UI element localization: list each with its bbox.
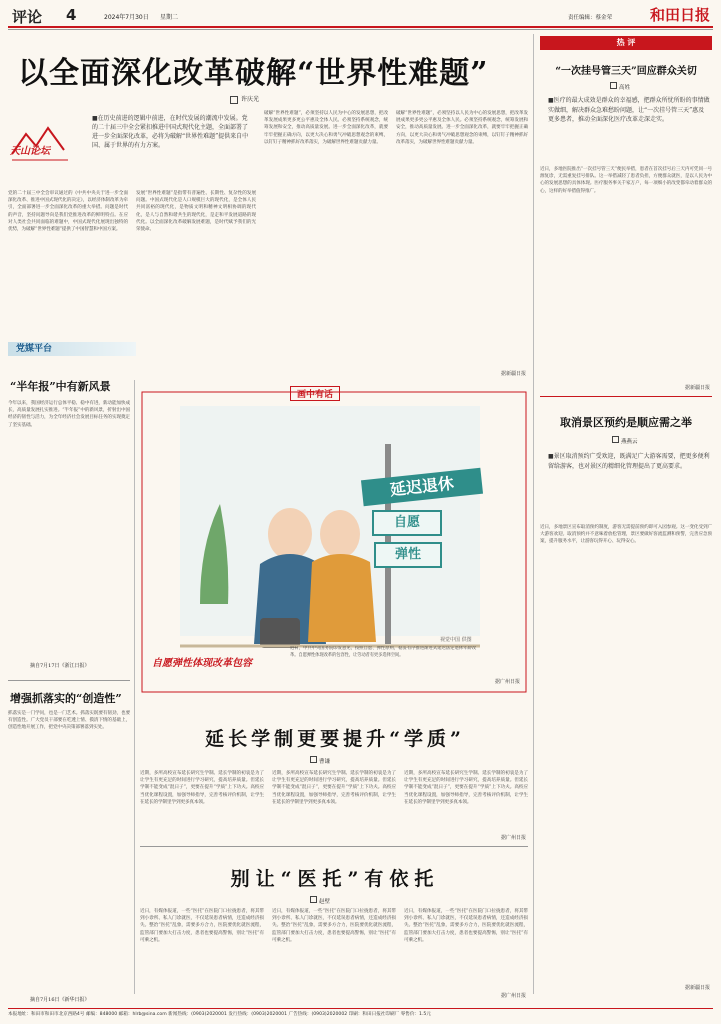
medical-title: 别让“医托”有依托 xyxy=(230,868,440,890)
medical-body-col3: 近日，有媒体报道，一些“医托”在医院门口拉拢患者，将其带到小诊所、私人门诊就医，不仅延误患者病情，还造成经济损失。整治“医托”乱象，需要多方合力，医院要优化就医流程，监管部门要加大打击力度，患者也要提高警惕，别让“医托”有可乘之机。 xyxy=(404,909,528,943)
pen-icon xyxy=(610,82,617,89)
main-lead: ■在历史前进的逻辑中前进，在时代发展的潮流中发展。党的二十届三中全会紧扣推进中国式现代化主题，全面部署了进一步全面深化改革，必将为破解“世界性难题”提供来自中国、属于世界的有力方案。 xyxy=(92,115,249,149)
column-name: 天山论坛 xyxy=(10,146,50,157)
cartoon-credit: 视觉中国 供图 xyxy=(440,637,472,643)
cartoon-frame xyxy=(140,384,528,694)
medical-body-col2: 近日，有媒体报道，一些“医托”在医院门口拉拢患者，将其带到小诊所、私人门诊就医，不仅延误患者病情，还造成经济损失。整治“医托”乱象，需要多方合力，医院要优化就医流程，监管部门要加大打击力度，患者也要提高警惕，别让“医托”有可乘之机。 xyxy=(272,909,396,943)
main-body-col1: 党的二十届三中全会审议通过的《中共中央关于进一步全面深化改革、推进中国式现代化的决定》，以经济体制改革为牵引，全面部署进一步全面深化改革的重大举措。问题是时代的声音，坚持问题导向是我们党推进改革的鲜明特点。在应对人类社会共同面临的难题中，中国式现代化展现出独特的优势，为破解“世界性难题”提供了中国智慧和中国方案。 xyxy=(8,191,128,233)
issue-date: 2024年7月30日 xyxy=(104,14,149,21)
main-headline: 以全面深化改革破解“世界性难题” xyxy=(18,56,489,91)
sign-flexible-text: 弹性 xyxy=(394,547,421,562)
scenic-byline xyxy=(612,436,638,445)
sign-delay-retirement-text: 延迟退休 xyxy=(389,473,455,500)
newspaper-logo: 和田日报 xyxy=(650,6,711,24)
hot-review-source: 据新疆日报 xyxy=(684,385,710,391)
education-byline xyxy=(310,756,330,765)
party-article1-source: 摘自7月17日《浙江日报》 xyxy=(30,663,90,669)
cartoon-caption: 近日，中共中央国务院印发意见，按照自愿、弹性原则，稳妥有序推进渐进式延迟法定退休年龄改革。自愿弹性体现改革的包容性，让劳动者有更多选择空间。 xyxy=(290,646,476,658)
cartoon-vertical-caption: 自愿弹性体现改革包容 xyxy=(152,658,252,669)
education-body-col1: 近期，多所高校宣布延长研究生学制。延长学制的初衷是为了让学生有更充足的时间进行学习研究，提高培养质量。但延长学制不能变成“混日子”，更要在提升“学质”上下功夫。高校应当优化课程设置，加强导师指导，完善考核评价机制，让学生在延长的学制里学到更多真本领。 xyxy=(140,771,264,805)
hot-review-label: 热 评 xyxy=(540,36,712,50)
party-article2-source: 摘自7月16日《新华日报》 xyxy=(30,997,90,1003)
education-source: 据广州日报 xyxy=(500,835,526,841)
scenic-source: 据新疆日报 xyxy=(684,985,710,991)
medical-source: 据广州日报 xyxy=(500,993,526,999)
section-name: 评论 xyxy=(12,8,43,26)
responsible-editor: 责任编辑：蔡金荣 xyxy=(568,15,613,21)
education-body-col2: 近期，多所高校宣布延长研究生学制。延长学制的初衷是为了让学生有更充足的时间进行学习研究，提高培养质量。但延长学制不能变成“混日子”，更要在提升“学质”上下功夫。高校应当优化课程设置，加强导师指导，完善考核评价机制，让学生在延长的学制里学到更多真本领。 xyxy=(272,771,396,805)
party-platform-label: 党媒平台 xyxy=(8,342,136,356)
sign-flexible xyxy=(374,542,442,568)
pen-icon xyxy=(310,756,317,763)
main-body-col2: 发展“世界性难题”是指带有普遍性、长期性、复杂性的发展问题。中国式现代化是人口规模巨大的现代化，是全体人民共同富裕的现代化，是物质文明和精神文明相协调的现代化，是人与自然和谐共生的现代化，是走和平发展道路的现代化。以全面深化改革破解发展难题，是时代赋予我们的光荣使命。 xyxy=(136,191,256,233)
party-article2-body: 抓落实是一门学问，也是一门艺术。抓落实既要有韧劲，也要有创造性。广大党员干部要在吃透上情、摸清下情的基础上，创造性地开展工作，把党中央决策部署落到实处。 xyxy=(8,711,130,731)
party-article2-title: 增强抓落实的“创造性” xyxy=(10,692,122,705)
sign-voluntary xyxy=(372,510,442,536)
footer-info: 本报地址：和田市和田市北京西路4号 邮编：848000 邮箱：hlrb@sina.com 新闻热线：(0903)2020001 发行热线：(0903)2020001 广告热线：(0903)2020002 印刷：和田日报社印刷厂 零售价：1.5元 xyxy=(8,1012,431,1017)
issue-weekday: 星期二 xyxy=(160,14,179,21)
main-body-col4: 破解“世界性难题”，必须坚持以人民为中心的发展思想，把改革发展成果更多更公平惠及全体人民。必须坚持系统观念，统筹发展和安全，推动高质量发展。进一步全面深化改革，就要牢牢把握正确方向，以更大决心和勇气冲破思想观念的束缚，以钉钉子精神抓好改革落实，为破解世界性难题贡献力量。 xyxy=(396,111,528,145)
hot-review-byline xyxy=(610,82,630,91)
scenic-lead: ■景区取消预约广受欢迎，既满足广大游客需要，把更多便利留给游客，也对景区的精细化管理提出了更高要求。 xyxy=(548,453,710,470)
hot-review-title: “一次挂号管三天”回应群众关切 xyxy=(555,66,697,77)
page-number: 4 xyxy=(66,6,77,24)
sign-voluntary-text: 自愿 xyxy=(393,515,420,530)
cartoon-label: 画中有话 xyxy=(290,386,340,401)
pen-icon xyxy=(612,436,619,443)
scenic-title: 取消景区预约是顺应需之举 xyxy=(560,416,692,429)
medical-author: 赵壁 xyxy=(319,899,331,905)
education-title: 延长学制更要提升“学质” xyxy=(205,728,465,750)
header-rule xyxy=(8,26,713,28)
cartoon-source: 据广州日报 xyxy=(494,679,520,685)
main-author: 许庆光 xyxy=(241,96,260,103)
main-source: 据新疆日报 xyxy=(500,371,526,377)
main-body-col3: 破解“世界性难题”，必须坚持以人民为中心的发展思想，把改革发展成果更多更公平惠及全体人民。必须坚持系统观念，统筹发展和安全，推动高质量发展。进一步全面深化改革，就要牢牢把握正确方向，以更大决心和勇气冲破思想观念的束缚，以钉钉子精神抓好改革落实，为破解世界性难题贡献力量。 xyxy=(264,111,388,145)
right-separator xyxy=(540,396,712,397)
party-article1-title: “半年报”中有新风景 xyxy=(10,380,111,393)
scenic-body: 近日，多地景区宣布取消预约制度，游客无需提前预约即可入园参观。这一变化受到广大游客欢迎。取消预约并不意味着放松管理，景区要做好客流监测和预警，完善应急预案，提升服务水平，让游客玩得开心、玩得安心。 xyxy=(540,525,712,545)
mid-separator xyxy=(140,846,528,847)
medical-byline xyxy=(310,896,330,905)
education-author: 曹谦 xyxy=(319,759,331,765)
scenic-author: 燕燕云 xyxy=(621,439,638,445)
party-divider xyxy=(8,680,130,681)
footer-rule xyxy=(8,1008,713,1009)
education-body-col3: 近期，多所高校宣布延长研究生学制。延长学制的初衷是为了让学生有更充足的时间进行学习研究，提高培养质量。但延长学制不能变成“混日子”，更要在提升“学质”上下功夫。高校应当优化课程设置，加强导师指导，完善考核评价机制，让学生在延长的学制里学到更多真本领。 xyxy=(404,771,528,805)
pen-icon xyxy=(230,96,238,104)
column-logo xyxy=(8,114,88,174)
hot-review-author: 高姓 xyxy=(619,85,631,91)
party-article1-body: 今年以来，我国经济运行总体平稳、稳中有进，新动能加快成长，高质量发展扎实推进。“半年报”中的新风景，折射出中国经济的韧性与活力，为全年经济社会发展目标任务的实现奠定了坚实基础。 xyxy=(8,401,130,428)
page-header xyxy=(8,4,713,26)
main-byline xyxy=(230,94,259,104)
left-col-divider xyxy=(134,380,135,994)
pen-icon xyxy=(310,896,317,903)
hot-review-lead: ■医疗的最大成效是群众的幸福感，把群众所忧所盼的事情做实做细，解决群众急难愁盼问题，让“一次挂号管三天”惠及更多患者，推动全面深化医疗改革走深走实。 xyxy=(548,97,710,123)
hot-review-body: 近日，多地医院推出“一次挂号管三天”便民举措，患者在首次挂号后三天内可凭同一号源复诊，无需重复挂号排队。这一举措减轻了患者负担，方便群众就医，是以人民为中心的发展思想的具体体现。医疗服务事关千家万户，每一项细小的改变都牵动着群众的心，这样的好举措值得推广。 xyxy=(540,167,712,194)
header-rule-thin xyxy=(8,29,713,30)
column-divider xyxy=(533,34,534,994)
medical-body-col1: 近日，有媒体报道，一些“医托”在医院门口拉拢患者，将其带到小诊所、私人门诊就医，不仅延误患者病情，还造成经济损失。整治“医托”乱象，需要多方合力，医院要优化就医流程，监管部门要加大打击力度，患者也要提高警惕，别让“医托”有可乘之机。 xyxy=(140,909,264,943)
